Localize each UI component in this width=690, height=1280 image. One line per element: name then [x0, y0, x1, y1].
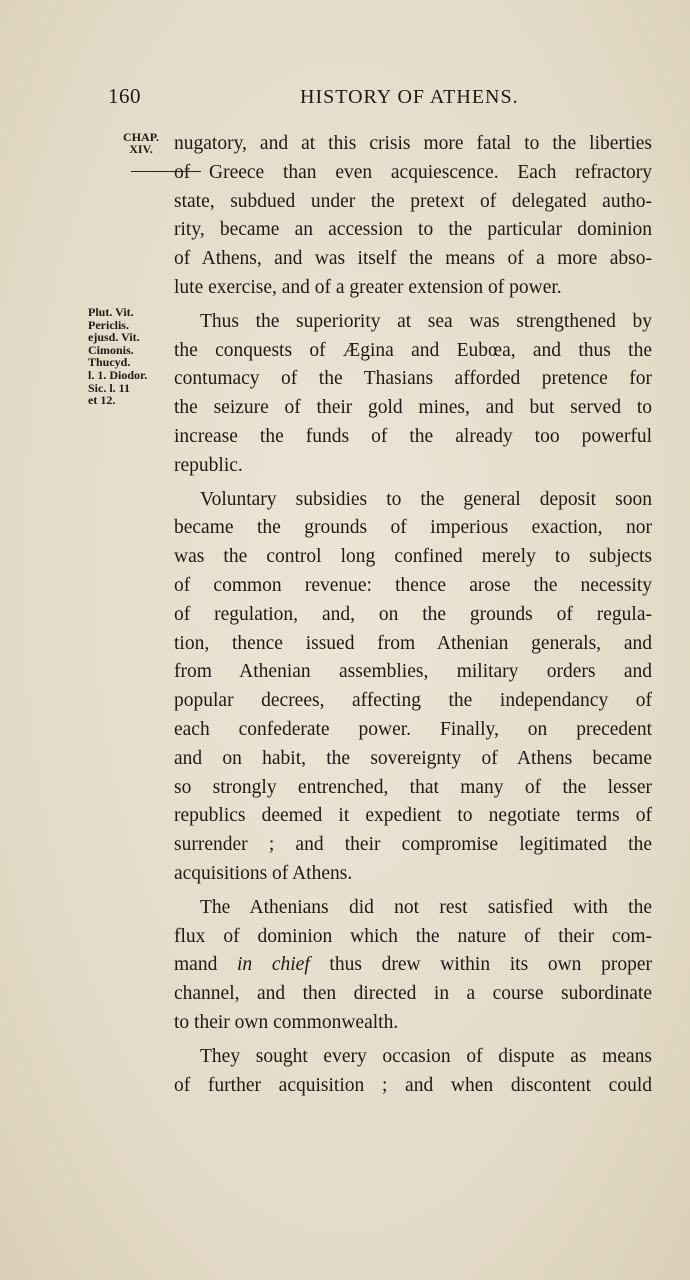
- text-line: so strongly entrenched, that many of the lesser: [174, 776, 652, 798]
- text-line: nugatory, and at this crisis more fatal to the liberties: [174, 133, 652, 154]
- text-line: Voluntary subsidies to the general deposit soon: [200, 488, 652, 510]
- text-line: acquisitions of Athens.: [174, 862, 353, 884]
- text-line: became the grounds of imperious exaction, nor: [174, 517, 652, 539]
- margin-note-line: et 12.: [88, 393, 116, 408]
- text-line: the conquests of Ægina and Eubœa, and thus the: [174, 339, 652, 361]
- body-text: [174, 130, 652, 1100]
- text-line: from Athenian assemblies, military orders and: [174, 661, 652, 683]
- text-line: of common revenue: thence arose the necessity: [174, 574, 652, 596]
- text-line: flux of dominion which the nature of their com-: [174, 925, 652, 947]
- text-line: was the control long confined merely to subjects: [174, 546, 652, 568]
- text-line: and on habit, the sovereignty of Athens became: [174, 747, 652, 769]
- text-run: thus drew within its own proper: [309, 954, 652, 976]
- page-number: 160: [108, 84, 141, 108]
- text-line: rity, became an accession to the particular dominion: [174, 219, 652, 241]
- text-line: tion, thence issued from Athenian generals, and: [174, 632, 652, 654]
- text-line: state, subdued under the pretext of delegated autho-: [174, 190, 652, 212]
- margin-note: [88, 306, 176, 407]
- margin-note-line: Periclis.: [88, 317, 129, 332]
- text-line: republics deemed it expedient to negotiate terms of: [174, 805, 652, 827]
- text-line: the seizure of their gold mines, and but served to: [174, 397, 652, 419]
- text-line: of regulation, and, on the grounds of regula-: [174, 603, 652, 625]
- text-line: Thus the superiority at sea was strengthened by: [200, 310, 652, 332]
- margin-note-line: Cimonis.: [88, 342, 134, 357]
- text-line: popular decrees, affecting the independancy of: [174, 690, 652, 712]
- text-line: lute exercise, and of a greater extension of power.: [174, 276, 562, 298]
- chapter-label: CHAP.: [123, 130, 159, 144]
- text-run: mand: [174, 954, 237, 976]
- text-line: increase the funds of the already too powerful: [174, 425, 652, 447]
- margin-note-line: Thucyd.: [88, 355, 131, 370]
- margin-note-line: ejusd. Vit.: [88, 330, 140, 345]
- italic-phrase: in chief: [237, 954, 310, 976]
- text-line: republic.: [174, 454, 243, 476]
- text-line: They sought every occasion of dispute as means: [200, 1045, 652, 1067]
- margin-note-line: Plut. Vit.: [88, 305, 134, 319]
- text-line: of Athens, and was itself the means of a more abso-: [174, 248, 652, 270]
- text-line: [174, 951, 652, 980]
- text-line: each confederate power. Finally, on precedent: [174, 718, 652, 740]
- text-line: of further acquisition ; and when discontent could: [174, 1074, 652, 1096]
- running-head: HISTORY OF ATHENS.: [300, 86, 519, 108]
- text-line: surrender ; and their compromise legitimated the: [174, 834, 652, 856]
- text-line: channel, and then directed in a course subordinate: [174, 983, 652, 1005]
- margin-note-line: l. 1. Diodor.: [88, 367, 148, 382]
- chapter-number: XIV.: [129, 142, 153, 156]
- text-line: The Athenians did not rest satisfied with the: [200, 896, 652, 918]
- text-line: to their own commonwealth.: [174, 1011, 399, 1033]
- margin-note-line: Sic. l. 11: [88, 380, 131, 395]
- text-line: of Greece than even acquiescence. Each refractory: [174, 161, 652, 183]
- text-line: contumacy of the Thasians afforded pretence for: [174, 368, 652, 390]
- chapter-marker: [112, 131, 170, 155]
